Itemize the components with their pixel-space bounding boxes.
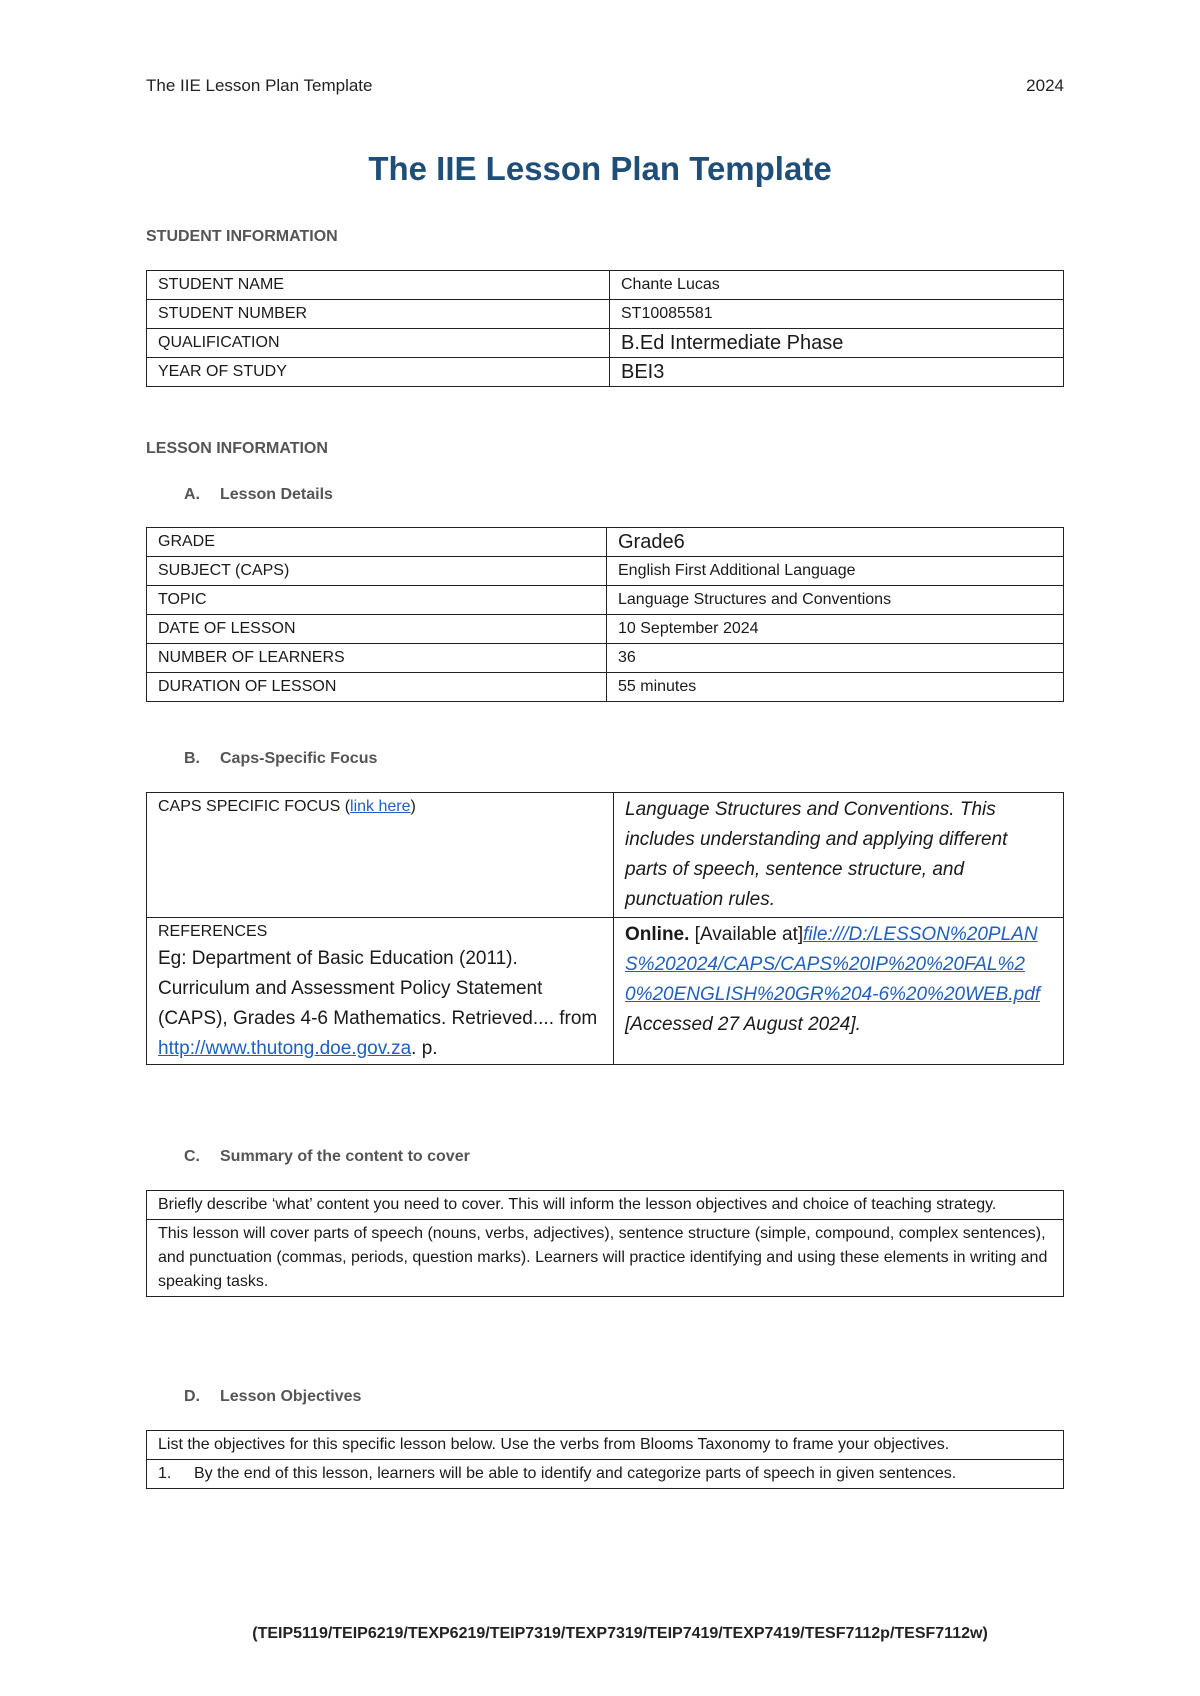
summary-prompt: Briefly describe ‘what’ content you need to cover. This will inform the lesson objectives and choice of teaching strategy. bbox=[147, 1191, 1064, 1220]
section-d-letter: D. bbox=[184, 1388, 200, 1405]
table-row bbox=[147, 300, 1064, 329]
qualification-value: B.Ed Intermediate Phase bbox=[610, 329, 1064, 358]
caps-focus-table bbox=[146, 792, 1064, 1065]
section-a-letter: A. bbox=[184, 486, 200, 503]
objective-number: 1. bbox=[158, 1465, 172, 1482]
online-available: [Available at] bbox=[689, 924, 804, 945]
student-name-label: STUDENT NAME bbox=[147, 271, 610, 300]
learners-label: NUMBER OF LEARNERS bbox=[147, 644, 607, 673]
table-row bbox=[147, 793, 1064, 918]
section-c-heading bbox=[184, 1148, 470, 1166]
references-example-text: Eg: Department of Basic Education (2011). Curriculum and Assessment Policy Statement (CAPS), Grades 4-6 Mathematics. Retrieved.... from bbox=[158, 948, 598, 1029]
topic-label: TOPIC bbox=[147, 586, 607, 615]
table-row bbox=[147, 673, 1064, 702]
online-accessed: [Accessed 27 August 2024]. bbox=[625, 1014, 861, 1035]
objectives-prompt: List the objectives for this specific lesson below. Use the verbs from Blooms Taxonomy to frame your objectives. bbox=[147, 1431, 1064, 1460]
table-row bbox=[147, 271, 1064, 300]
caps-label-suffix: ) bbox=[410, 798, 416, 815]
references-example bbox=[158, 944, 602, 1064]
date-value: 10 September 2024 bbox=[607, 615, 1064, 644]
references-tail: . p. bbox=[411, 1038, 438, 1059]
student-number-value: ST10085581 bbox=[610, 300, 1064, 329]
date-label: DATE OF LESSON bbox=[147, 615, 607, 644]
table-row bbox=[147, 358, 1064, 387]
table-row bbox=[147, 644, 1064, 673]
section-b-letter: B. bbox=[184, 750, 200, 767]
table-row bbox=[147, 1460, 1064, 1489]
table-row bbox=[147, 586, 1064, 615]
grade-value: Grade6 bbox=[607, 528, 1064, 557]
subject-value: English First Additional Language bbox=[607, 557, 1064, 586]
lesson-info-heading: LESSON INFORMATION bbox=[146, 440, 328, 457]
references-label: REFERENCES bbox=[158, 923, 268, 940]
section-c-title: Summary of the content to cover bbox=[220, 1148, 470, 1165]
table-row bbox=[147, 918, 1064, 1065]
section-c-letter: C. bbox=[184, 1148, 200, 1165]
caps-focus-label bbox=[147, 793, 614, 918]
header-year: 2024 bbox=[1026, 76, 1064, 95]
table-row bbox=[147, 557, 1064, 586]
section-d-title: Lesson Objectives bbox=[220, 1388, 362, 1405]
year-of-study-value: BEI3 bbox=[610, 358, 1064, 387]
duration-label: DURATION OF LESSON bbox=[147, 673, 607, 702]
references-cell bbox=[147, 918, 614, 1065]
page-footer: (TEIP5119/TEIP6219/TEXP6219/TEIP7319/TEXP7319/TEIP7419/TEXP7419/TESF7112p/TESF7112w) bbox=[252, 1625, 988, 1642]
summary-content: This lesson will cover parts of speech (nouns, verbs, adjectives), sentence structure (simple, compound, complex sentences), and punctuation (commas, periods, question marks). Learners will practice identifying and using these elements in writing and speaking tasks. bbox=[147, 1220, 1064, 1297]
page-title: The IIE Lesson Plan Template bbox=[368, 150, 832, 187]
references-link[interactable]: http://www.thutong.doe.gov.za bbox=[158, 1038, 412, 1059]
objective-text: By the end of this lesson, learners will be able to identify and categorize parts of speech in given sentences. bbox=[194, 1465, 957, 1482]
section-d-heading bbox=[184, 1388, 361, 1406]
topic-value: Language Structures and Conventions bbox=[607, 586, 1064, 615]
objective-item bbox=[147, 1460, 1064, 1489]
student-name-value: Chante Lucas bbox=[610, 271, 1064, 300]
online-source-cell bbox=[614, 918, 1064, 1065]
page-header bbox=[146, 76, 1064, 96]
caps-focus-text: Language Structures and Conventions. This includes understanding and applying different parts of speech, sentence structure, and punctuation rules. bbox=[614, 793, 1064, 918]
table-row bbox=[147, 615, 1064, 644]
grade-label: GRADE bbox=[147, 528, 607, 557]
header-title: The IIE Lesson Plan Template bbox=[146, 76, 373, 95]
section-a-title: Lesson Details bbox=[220, 486, 333, 503]
duration-value: 55 minutes bbox=[607, 673, 1064, 702]
student-number-label: STUDENT NUMBER bbox=[147, 300, 610, 329]
subject-label: SUBJECT (CAPS) bbox=[147, 557, 607, 586]
table-row bbox=[147, 1431, 1064, 1460]
table-row bbox=[147, 329, 1064, 358]
table-row bbox=[147, 1191, 1064, 1220]
learners-value: 36 bbox=[607, 644, 1064, 673]
table-row bbox=[147, 1220, 1064, 1297]
student-info-table bbox=[146, 270, 1064, 387]
caps-label-prefix: CAPS SPECIFIC FOCUS ( bbox=[158, 798, 351, 815]
section-b-title: Caps-Specific Focus bbox=[220, 750, 378, 767]
online-file-link[interactable]: file:///D:/LESSON%20PLANS%202024/CAPS/CAPS%20IP%20%20FAL%20%20ENGLISH%20GR%204-6%20%20WEB.pdf bbox=[625, 924, 1041, 1005]
student-info-heading: STUDENT INFORMATION bbox=[146, 228, 338, 245]
year-of-study-label: YEAR OF STUDY bbox=[147, 358, 610, 387]
summary-table bbox=[146, 1190, 1064, 1297]
section-a-heading bbox=[184, 486, 333, 504]
qualification-label: QUALIFICATION bbox=[147, 329, 610, 358]
objectives-table bbox=[146, 1430, 1064, 1489]
section-b-heading bbox=[184, 750, 377, 768]
online-prefix: Online. bbox=[625, 924, 690, 945]
table-row bbox=[147, 528, 1064, 557]
lesson-details-table bbox=[146, 527, 1064, 702]
caps-link[interactable]: link here bbox=[350, 798, 411, 815]
